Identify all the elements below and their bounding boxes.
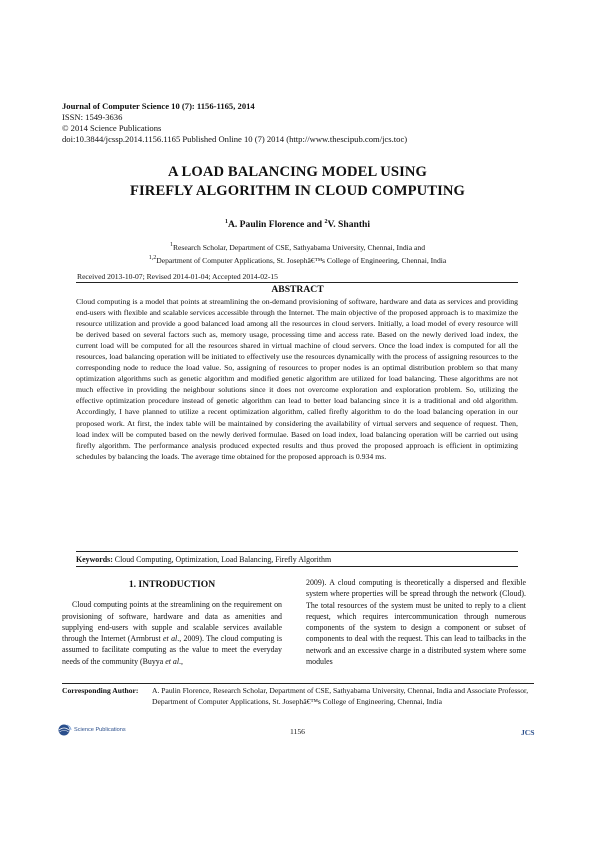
- affiliation-1-text: Research Scholar, Department of CSE, Sathyabama University, Chennai, India and: [172, 243, 426, 252]
- author-1: A. Paulin Florence and: [227, 219, 325, 230]
- affiliation-1: [0, 240, 595, 253]
- intro-left-column: [62, 573, 282, 667]
- author-list: [0, 219, 595, 230]
- keywords-label: Keywords:: [76, 555, 113, 564]
- intro-right-column: [306, 577, 526, 667]
- journal-copyright: © 2014 Science Publications: [62, 123, 162, 133]
- intro-paragraph-right: 2009). A cloud computing is theoretically a dispersed and flexible system where properties will be spread through the network (Cloud). The total resources of the system must be united to reply to a client request, which requires intercommunication through numerous components of the system to design a component or subset of components to deal with the request. This can lead to tailbacks in the network and an excessive charge in a distributed system where some modules: [306, 578, 526, 667]
- author-2: V. Shanthi: [327, 219, 371, 230]
- affiliation-2: [0, 253, 595, 266]
- author-2-marker: 2: [324, 219, 328, 225]
- keywords-bottom-rule: [76, 566, 518, 567]
- intro-left-text-2: ., 2009). The cloud computing is assumed to facilitate computing as the value to meet the everyday needs of the community (Buyya: [62, 634, 283, 666]
- publisher-name: Science Publications: [74, 727, 126, 733]
- keywords-top-rule: [76, 551, 518, 552]
- corresponding-rule: [62, 683, 534, 684]
- page-number: 1156: [290, 727, 305, 736]
- intro-paragraph-left: [62, 599, 282, 667]
- corresponding-label: Corresponding Author:: [62, 686, 139, 695]
- keywords: [76, 555, 331, 564]
- abstract-text: Cloud computing is a model that points at streamlining the on-demand provisioning of software, hardware and data as services and providing end-users with flexible and scalable services accessible through the Internet. The main objective of the proposed approach is to maximize the resource utilization and provide a good balanced load among all the resources in cloud servers. Initially, a load model of every resource will be derived based on several factors such as, memory usage, processing time and access rate. Based on the newly derived load index, the current load will be computed for all the resources shared in virtual machine of cloud servers. Once the load index is computed for all the resources, load balancing operation will be initiated to effectively use the resources dynamically with the process of assigning resources to the corresponding node to reduce the load value. So, assigning of resources to proper nodes is an optimal distribution problem so that many optimization algorithms such as genetic algorithm and modified genetic algorithm are utilized for load balancing. These algorithms are not much effective in providing the neighbour solutions since it does not overcome exploration and exploration problem. So, utilizing the effective optimization procedure instead of genetic algorithm can lead to better load balancing since it is a traditional and old algorithm. Accordingly, I have planned to utilize a recent optimization algorithm, called firefly algorithm to do the load balancing operation in our proposed work. At first, the index table will be maintained by considering the availability of virtual servers and sequence of request. Then, load index will be computed based on the newly derived formulae. Based on load index, load balancing operation will be carried out using firefly algorithm. The performance analysis produced expected results and thus proved the proposed approach is efficient in optimizing schedules by balancing the loads. The average time obtained for the proposed approach is 0.934 ms.: [76, 297, 518, 461]
- affiliation-2-marker: 1,2: [148, 255, 157, 261]
- journal-citation: Journal of Computer Science 10 (7): 1156-1165, 2014: [62, 101, 255, 111]
- affiliation-1-marker: 1: [169, 242, 173, 248]
- affiliation-2-text: Department of Computer Applications, St. Josephâ€™s College of Engineering, Chennai, India: [156, 256, 447, 265]
- intro-left-etal-1: et al: [163, 634, 178, 644]
- abstract-top-rule: [76, 282, 518, 283]
- corresponding-text: A. Paulin Florence, Research Scholar, Department of CSE, Sathyabama University, Chennai, India and Associate Professor, Department of Computer Applications, St. Josephâ€™s College of Engineering, Chennai, India: [152, 686, 529, 706]
- intro-left-etal-2: et al: [165, 656, 180, 666]
- journal-issn: ISSN: 1549-3636: [62, 112, 123, 122]
- intro-left-text-3: .,: [179, 656, 183, 666]
- keywords-text: Cloud Computing, Optimization, Load Balancing, Firefly Algorithm: [112, 555, 332, 564]
- intro-heading: 1. INTRODUCTION: [128, 579, 216, 590]
- journal-info: [62, 101, 407, 145]
- title-line-1: A LOAD BALANCING MODEL USING: [167, 164, 428, 180]
- submission-dates: Received 2013-10-07; Revised 2014-01-04; Accepted 2014-02-15: [77, 272, 278, 281]
- author-1-marker: 1: [224, 219, 228, 225]
- affiliations: [0, 240, 595, 266]
- title-line-2: FIREFLY ALGORITHM IN CLOUD COMPUTING: [130, 183, 465, 199]
- paper-title: [0, 163, 595, 201]
- journal-abbreviation: JCS: [521, 728, 535, 737]
- intro-left-text-1: Cloud computing points at the streamlining on the requirement on provisioning of software, hardware and data as amenities and supplying end-users with supple and scalable services available through the Internet (Armbrust: [62, 600, 282, 644]
- journal-doi: doi:10.3844/jcssp.2014.1156.1165 Published Online 10 (7) 2014 (http://www.thescipub.com/jcs.toc): [62, 134, 408, 144]
- abstract-heading: ABSTRACT: [271, 284, 324, 295]
